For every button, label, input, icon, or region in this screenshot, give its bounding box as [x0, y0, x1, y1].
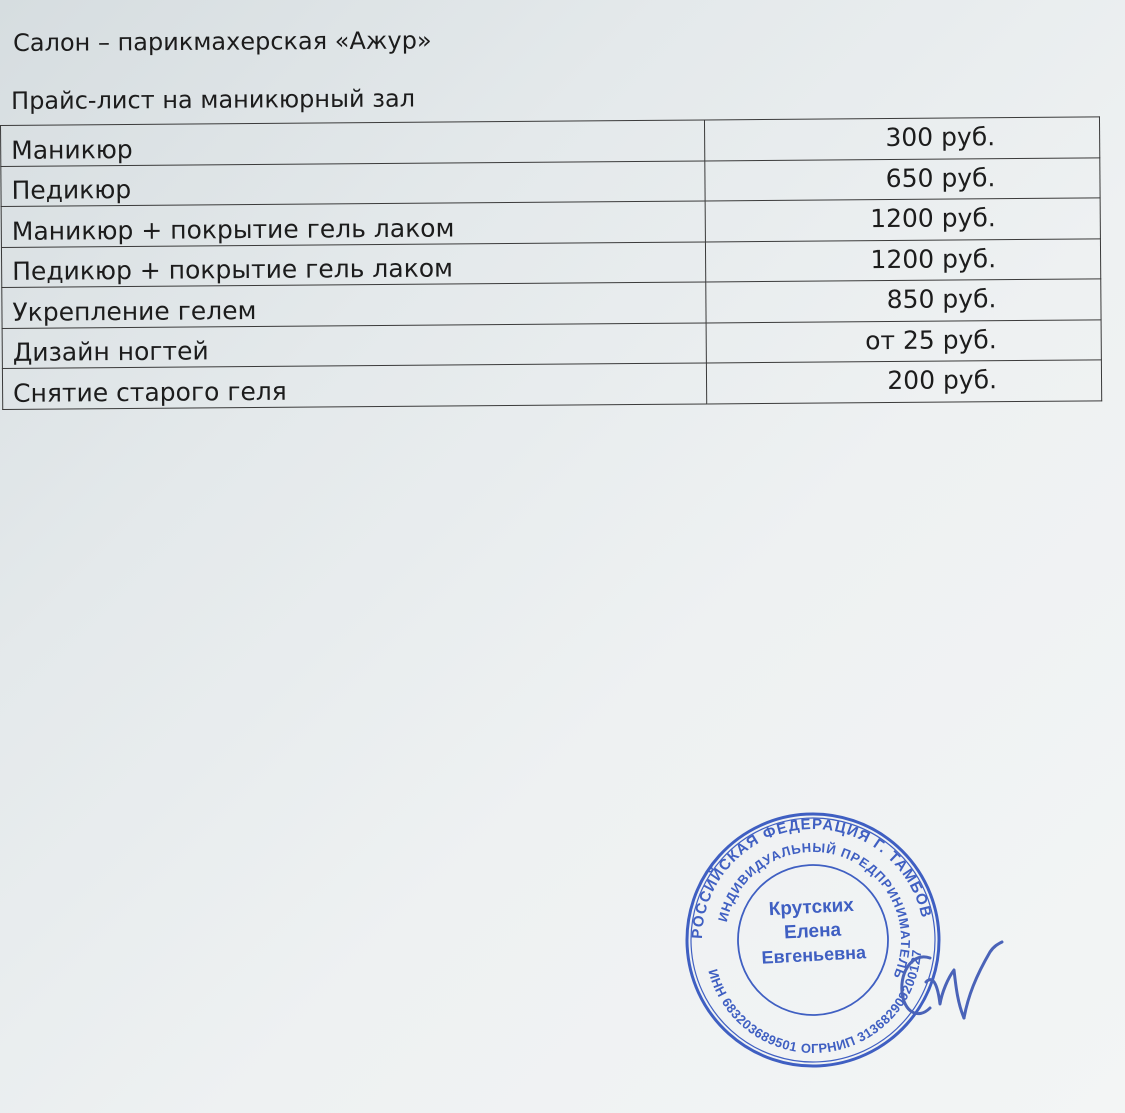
stamp-name-line-3: Евгеньевна — [761, 942, 867, 968]
service-price — [704, 117, 1100, 161]
service-price — [705, 279, 1101, 323]
price-list-title: Прайс-лист на маникюрный зал — [11, 84, 416, 115]
stamp-bottom-text: ИНН 683203689501 ОГРНИП 313682909200127 — [705, 948, 925, 1057]
service-name: Снятие старого геля — [2, 363, 706, 409]
service-price — [706, 360, 1102, 404]
table-row — [2, 360, 1101, 409]
service-price-value: 300 руб. — [885, 122, 996, 153]
service-price-value: 200 руб. — [887, 365, 998, 396]
service-name: Дизайн ногтей — [2, 322, 706, 368]
service-price-value: 650 руб. — [885, 162, 996, 193]
stamp-inner-text: ИНДИВИДУАЛЬНЫЙ ПРЕДПРИНИМАТЕЛЬ — [714, 839, 914, 982]
service-price — [704, 157, 1100, 201]
stamp-outer-text: РОССИЙСКАЯ ФЕДЕРАЦИЯ Г. ТАМБОВ — [688, 815, 935, 940]
service-name: Укрепление гелем — [2, 282, 706, 328]
service-price-value: от 25 руб. — [865, 324, 997, 355]
service-name: Педикюр + покрытие гель лаком — [1, 241, 705, 287]
service-name: Маникюр — [1, 120, 705, 166]
stamp-name-line-1: Крутских — [768, 894, 855, 921]
signature-stroke — [964, 942, 1002, 1018]
service-price-value: 1200 руб. — [870, 203, 996, 234]
service-price — [706, 319, 1102, 363]
service-name: Педикюр — [1, 160, 705, 206]
stamp-name-line-2: Елена — [783, 919, 842, 944]
signature-stroke — [926, 970, 964, 1018]
signature-strokes — [902, 942, 1002, 1018]
signature-icon — [878, 930, 1008, 1040]
service-price — [705, 238, 1101, 282]
service-price — [705, 198, 1101, 242]
service-name: Маникюр + покрытие гель лаком — [1, 201, 705, 247]
service-price-value: 1200 руб. — [870, 243, 997, 274]
price-table — [0, 116, 1102, 409]
signature-stroke — [902, 957, 930, 1014]
service-price-value: 850 руб. — [886, 284, 997, 315]
salon-name: Салон – парикмахерская «Ажур» — [13, 26, 432, 57]
